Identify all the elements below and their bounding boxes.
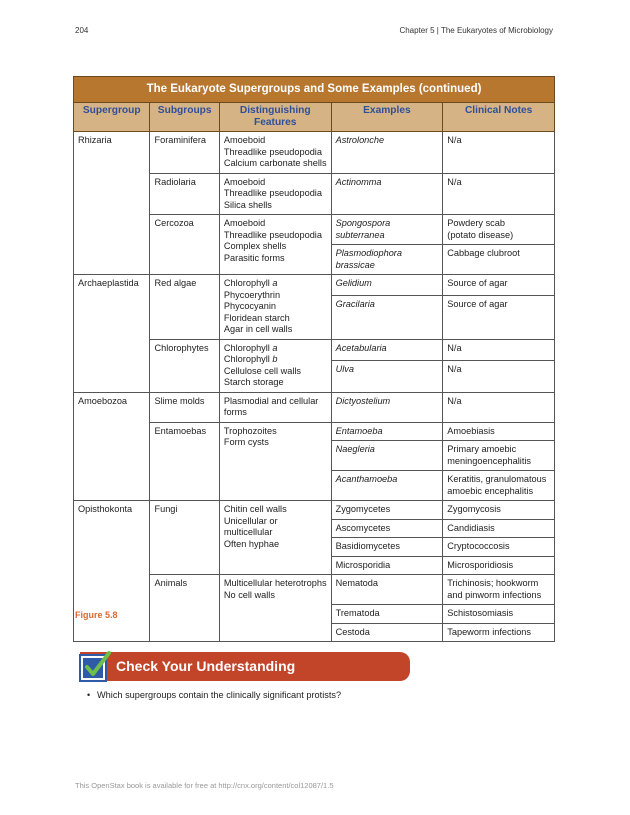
table-row <box>74 132 555 174</box>
clinical-note-cell: Cabbage clubroot <box>443 245 555 275</box>
figure-label: Figure 5.8 <box>75 610 118 620</box>
clinical-note-cell: Source of agar <box>443 295 555 339</box>
eukaryote-supergroups-table <box>73 76 555 642</box>
clinical-note-cell: N/a <box>443 173 555 215</box>
column-header-clinical-notes: Clinical Notes <box>443 103 555 132</box>
features-cell: Trophozoites Form cysts <box>219 422 331 501</box>
example-cell: Naegleria <box>331 441 443 471</box>
page-number: 204 <box>75 26 89 35</box>
check-question: Which supergroups contain the clinically significant protists? <box>97 690 342 700</box>
clinical-note-cell: Powdery scab (potato disease) <box>443 215 555 245</box>
subgroup-cell: Foraminifera <box>150 132 219 174</box>
example-cell: Plasmodiophora brassicae <box>331 245 443 275</box>
example-cell: Gelidium <box>331 275 443 296</box>
example-cell: Nematoda <box>331 575 443 605</box>
clinical-note-cell: Keratitis, granulomatous amoebic encephalitis <box>443 471 555 501</box>
example-cell: Gracilaria <box>331 295 443 339</box>
clinical-note-cell: Zygomycosis <box>443 501 555 520</box>
clinical-note-cell: Candidiasis <box>443 519 555 538</box>
clinical-note-cell: N/a <box>443 360 555 392</box>
clinical-note-cell: Tapeworm infections <box>443 623 555 642</box>
checkbox-check-icon <box>78 650 112 684</box>
clinical-note-cell: Primary amoebic meningoencephalitis <box>443 441 555 471</box>
column-header-subgroups: Subgroups <box>150 103 219 132</box>
example-cell: Zygomycetes <box>331 501 443 520</box>
table-row <box>74 501 555 520</box>
example-cell: Actinomma <box>331 173 443 215</box>
example-cell: Spongospora subterranea <box>331 215 443 245</box>
example-cell: Microsporidia <box>331 556 443 575</box>
table-title: The Eukaryote Supergroups and Some Examples (continued) <box>74 77 555 103</box>
subgroup-cell: Chlorophytes <box>150 339 219 392</box>
features-cell: Chitin cell walls Unicellular or multicellular Often hyphae <box>219 501 331 575</box>
features-cell: Amoeboid Threadlike pseudopodia Silica shells <box>219 173 331 215</box>
footer-note: This OpenStax book is available for free at http://cnx.org/content/col12087/1.5 <box>75 781 334 790</box>
example-cell: Astrolonche <box>331 132 443 174</box>
clinical-note-cell: N/a <box>443 392 555 422</box>
subgroup-cell: Radiolaria <box>150 173 219 215</box>
features-cell: Amoeboid Threadlike pseudopodia Calcium carbonate shells <box>219 132 331 174</box>
subgroup-cell: Slime molds <box>150 392 219 422</box>
features-cell: Multicellular heterotrophs No cell walls <box>219 575 331 642</box>
example-cell: Ulva <box>331 360 443 392</box>
clinical-note-cell: N/a <box>443 132 555 174</box>
example-cell: Cestoda <box>331 623 443 642</box>
features-cell: Chlorophyll a Chlorophyll b Cellulose cell walls Starch storage <box>219 339 331 392</box>
subgroup-cell: Animals <box>150 575 219 642</box>
example-cell: Entamoeba <box>331 422 443 441</box>
subgroup-cell: Cercozoa <box>150 215 219 275</box>
example-cell: Basidiomycetes <box>331 538 443 557</box>
supergroup-cell: Opisthokonta <box>74 501 150 642</box>
subgroup-cell: Entamoebas <box>150 422 219 501</box>
table-row <box>74 275 555 296</box>
clinical-note-cell: Trichinosis; hookworm and pinworm infections <box>443 575 555 605</box>
features-cell: Plasmodial and cellular forms <box>219 392 331 422</box>
clinical-note-cell: N/a <box>443 339 555 360</box>
clinical-note-cell: Cryptococcosis <box>443 538 555 557</box>
example-cell: Ascomycetes <box>331 519 443 538</box>
clinical-note-cell: Microsporidiosis <box>443 556 555 575</box>
table-row <box>74 392 555 422</box>
column-header-features: Distinguishing Features <box>219 103 331 132</box>
check-your-understanding-title: Check Your Understanding <box>116 658 296 674</box>
supergroup-cell: Archaeplastida <box>74 275 150 393</box>
example-cell: Dictyostelium <box>331 392 443 422</box>
bullet-marker: • <box>87 690 91 700</box>
example-cell: Acanthamoeba <box>331 471 443 501</box>
clinical-note-cell: Amoebiasis <box>443 422 555 441</box>
supergroup-cell: Rhizaria <box>74 132 150 275</box>
subgroup-cell: Fungi <box>150 501 219 575</box>
column-header-examples: Examples <box>331 103 443 132</box>
clinical-note-cell: Schistosomiasis <box>443 605 555 624</box>
clinical-note-cell: Source of agar <box>443 275 555 296</box>
features-cell: Chlorophyll a Phycoerythrin Phycocyanin Floridean starch Agar in cell walls <box>219 275 331 340</box>
column-header-supergroup: Supergroup <box>74 103 150 132</box>
chapter-title: Chapter 5 | The Eukaryotes of Microbiology <box>399 26 553 35</box>
features-cell: Amoeboid Threadlike pseudopodia Complex shells Parasitic forms <box>219 215 331 275</box>
example-cell: Trematoda <box>331 605 443 624</box>
example-cell: Acetabularia <box>331 339 443 360</box>
subgroup-cell: Red algae <box>150 275 219 340</box>
supergroup-cell: Amoebozoa <box>74 392 150 501</box>
